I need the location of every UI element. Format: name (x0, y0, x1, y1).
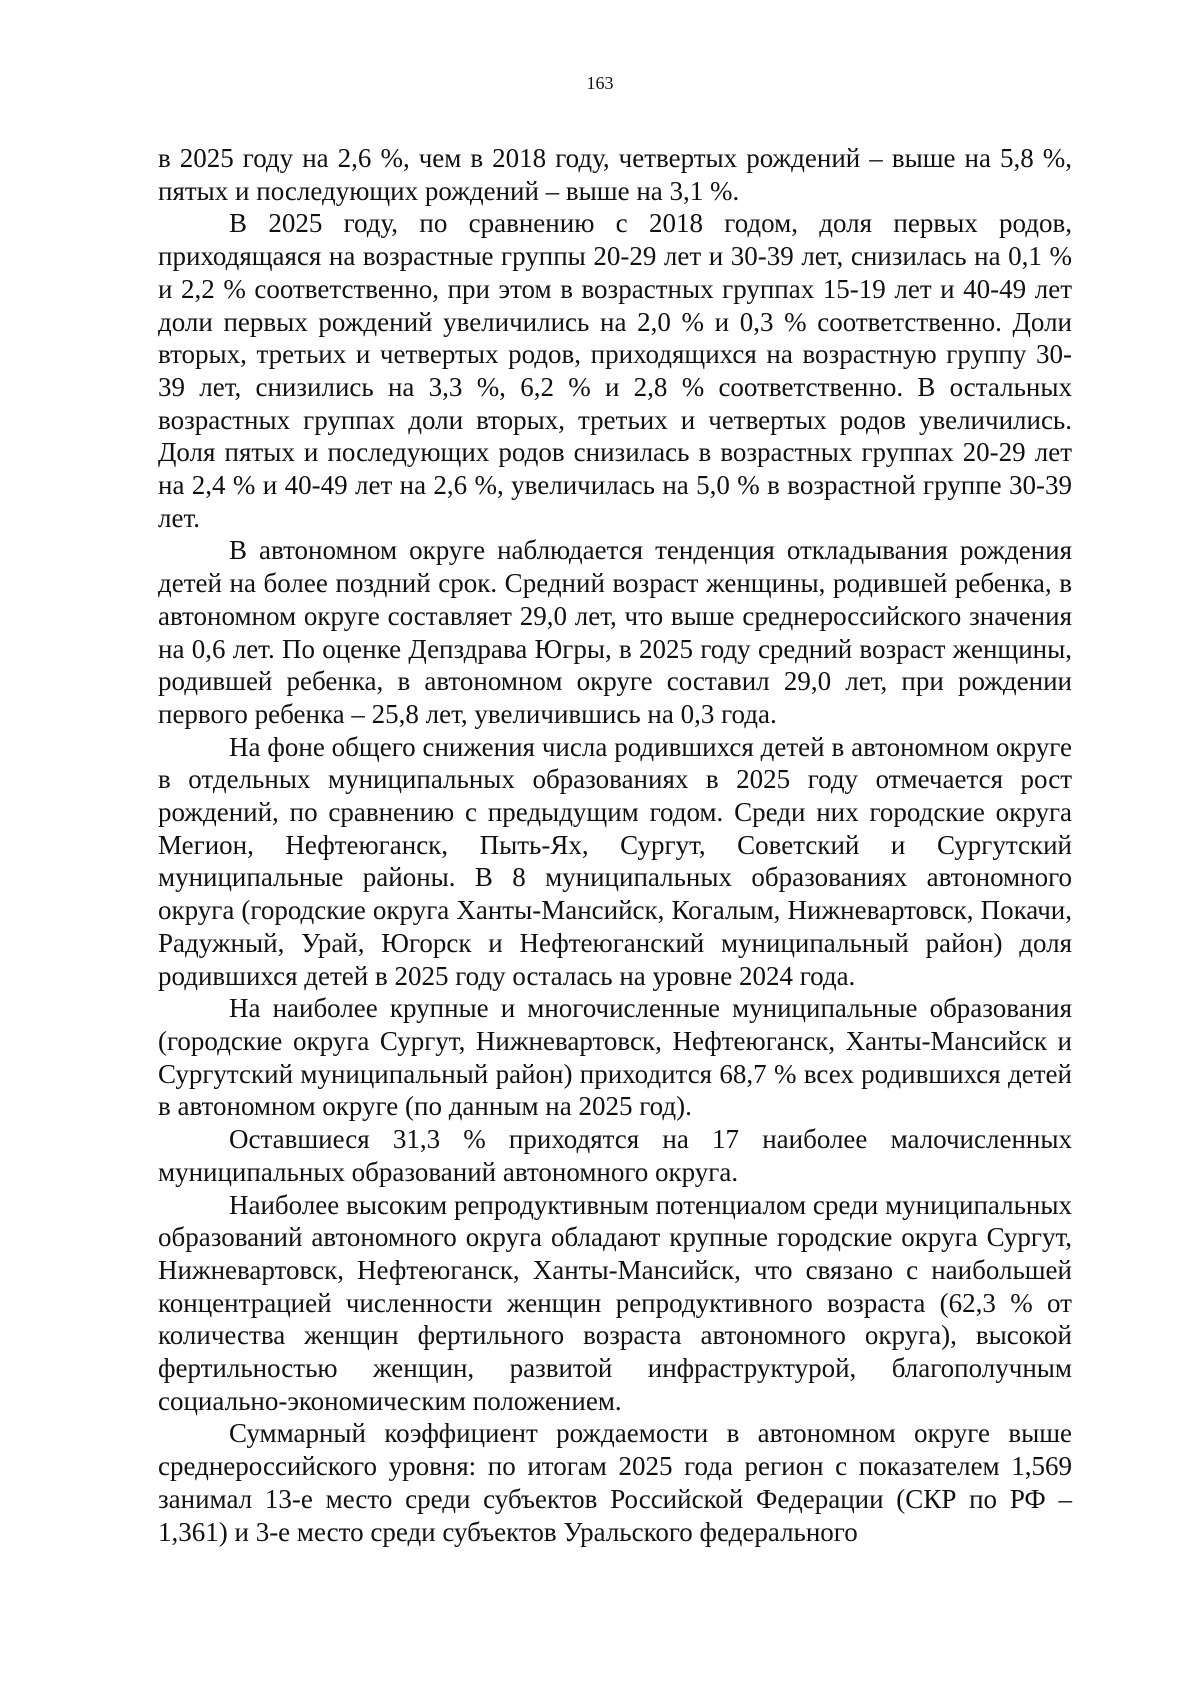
paragraph-mother-age: В автономном округе наблюдается тенденция откладывания рождения детей на более поздний срок. Средний возраст женщины, родившей ребенка, в автономном округе составляет 29,0 лет, что выше среднероссийского значения на 0,6 лет. По оценке Депздрава Югры, в 2025 году средний возраст женщины, родившей ребенка, в автономном округе составил 29,0 лет, при рождении первого ребенка – 25,8 лет, увеличившись на 0,3 года. (158, 535, 1072, 729)
paragraph-large-municipalities: На наиболее крупные и многочисленные муниципальные образования (городские округа Сургут, Нижневартовск, Нефтеюганск, Ханты-Мансийск и Сургутский муниципальный район) приходится 68,7 % всех родившихся детей в автономном округе (по данным на 2025 год). (158, 993, 1072, 1122)
paragraph-small-municipalities: Оставшиеся 31,3 % приходятся на 17 наиболее малочисленных муниципальных образований автономного округа. (158, 1124, 1072, 1187)
paragraph-first-births-shares: В 2025 году, по сравнению с 2018 годом, доля первых родов, приходящаяся на возрастные группы 20-29 лет и 30-39 лет, снизилась на 0,1 % и 2,2 % соответственно, при этом в возрастных группах 15-19 лет и 40-49 лет доли первых рождений увеличились на 2,0 % и 0,3 % соответственно. Доли вторых, третьих и четвертых родов, приходящихся на возрастную группу 30-39 лет, снизились на 3,3 %, 6,2 % и 2,8 % соответственно. В остальных возрастных группах доли вторых, третьих и четвертых родов увеличились. Доля пятых и последующих родов снизилась в возрастных группах 20-29 лет на 2,4 % и 40-49 лет на 2,6 %, увеличилась на 5,0 % в возрастной группе 30-39 лет. (158, 208, 1072, 533)
page-number: 163 (586, 73, 614, 93)
paragraph-reproductive-potential: Наиболее высоким репродуктивным потенциалом среди муниципальных образований автономного округа обладают крупные городские округа Сургут, Нижневартовск, Нефтеюганск, Ханты-Мансийск, что связано с наибольшей концентрацией численности женщин репродуктивного возраста (62,3 % от количества женщин фертильного возраста автономного округа), высокой фертильностью женщин, развитой инфраструктурой, благополучным социально-экономическим положением. (158, 1189, 1072, 1416)
paragraph-municipal-growth: На фоне общего снижения числа родившихся детей в автономном округе в отдельных муниципальных образованиях в 2025 году отмечается рост рождений, по сравнению с предыдущим годом. Среди них городские округа Мегион, Нефтеюганск, Пыть-Ях, Сургут, Советский и Сургутский муниципальные районы. В 8 муниципальных образованиях автономного округа (городские округа Ханты-Мансийск, Когалым, Нижневартовск, Покачи, Радужный, Урай, Югорск и Нефтеюганский муниципальный район) доля родившихся детей в 2025 году осталась на уровне 2024 года. (158, 731, 1072, 991)
paragraph-continuation: в 2025 году на 2,6 %, чем в 2018 году, четвертых рождений – выше на 5,8 %, пятых и последующих рождений – выше на 3,1 %. (158, 143, 1072, 206)
body-text (158, 142, 1072, 1548)
paragraph-fertility-rate: Суммарный коэффициент рождаемости в автономном округе выше среднероссийского уровня: по итогам 2025 года регион с показателем 1,569 занимал 13-е место среди субъектов Российской Федерации (СКР по РФ – 1,361) и 3-е место среди субъектов Уральского федерального (158, 1418, 1072, 1547)
